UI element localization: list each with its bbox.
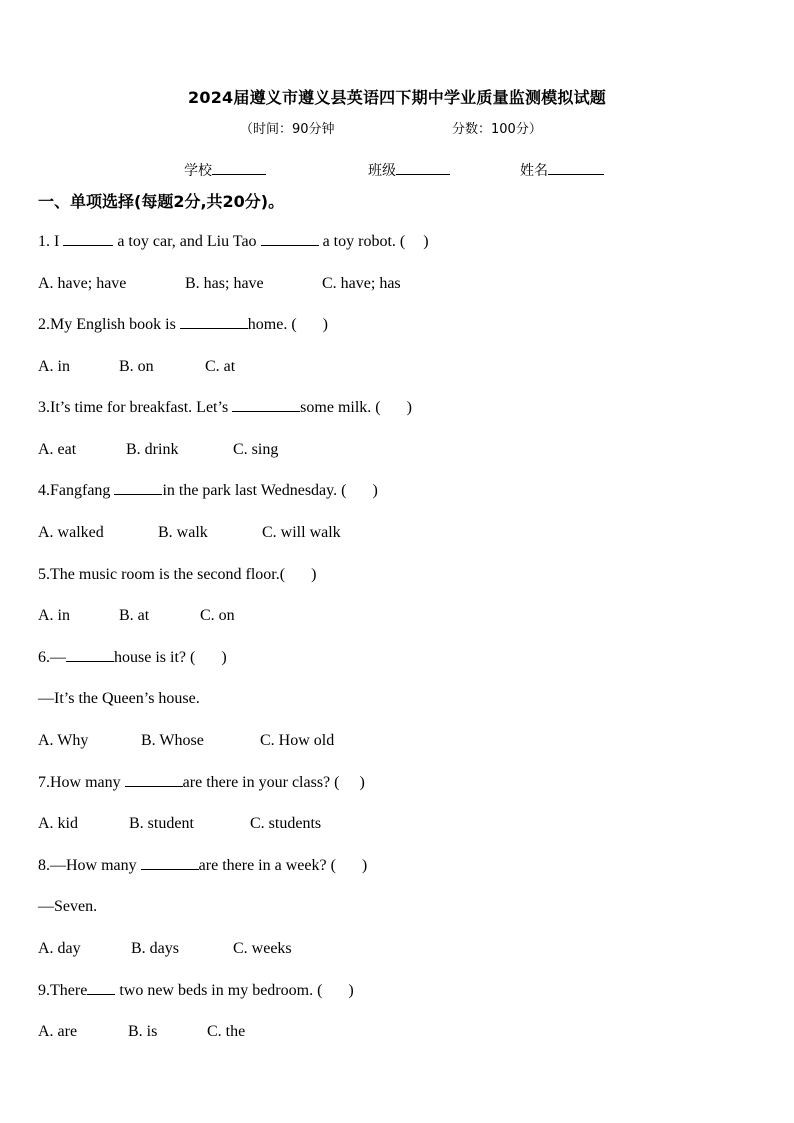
option-a[interactable]: A. in [38,358,70,375]
question-6-answer: —It’s the Queen’s house. [38,690,200,707]
question-2: 2.My English book is home. ( ) [38,316,328,333]
option-b[interactable]: B. has; have [185,275,264,292]
name-field[interactable] [520,160,604,180]
answer-blank[interactable] [261,244,319,246]
exam-time: （时间：90分钟 [240,122,335,137]
name-blank[interactable] [548,173,604,175]
option-c[interactable]: C. have; has [322,275,401,292]
school-blank[interactable] [212,173,266,175]
answer-blank[interactable] [180,327,248,329]
answer-blank[interactable] [125,785,183,787]
section-heading: 一、单项选择(每题2分,共20分)。 [38,192,285,211]
exam-score: 分数：100分） [452,122,542,137]
answer-blank[interactable] [66,660,114,662]
option-a[interactable]: A. eat [38,441,77,458]
option-b[interactable]: B. days [131,940,179,957]
option-c[interactable]: C. at [205,358,236,375]
name-label: 姓名 [520,163,548,179]
option-c[interactable]: C. on [200,607,235,624]
school-field[interactable] [184,160,266,180]
answer-blank[interactable] [232,410,300,412]
option-a[interactable]: A. walked [38,524,104,541]
option-c[interactable]: C. weeks [233,940,292,957]
option-c[interactable]: C. students [250,815,322,832]
question-9: 9.There two new beds in my bedroom. ( ) [38,982,354,999]
class-blank[interactable] [396,173,450,175]
question-6: 6.— house is it? ( ) [38,649,227,666]
option-b[interactable]: B. student [129,815,194,832]
question-8: 8.—How many are there in a week? ( ) [38,857,368,874]
option-c[interactable]: C. will walk [262,524,341,541]
option-a[interactable]: A. in [38,607,70,624]
question-5: 5.The music room is the second floor.( ) [38,566,317,583]
answer-blank[interactable] [114,493,162,495]
question-3: 3.It’s time for breakfast. Let’s some milk. ( ) [38,399,412,416]
answer-blank[interactable] [141,868,199,870]
question-1: 1. I a toy car, and Liu Tao a toy robot. ( ) [38,233,429,250]
page-title: 2024届遵义市遵义县英语四下期中学业质量监测模拟试题 [188,88,606,107]
school-label: 学校 [184,163,212,179]
question-4: 4.Fangfang in the park last Wednesday. ( ) [38,482,378,499]
option-a[interactable]: A. day [38,940,81,957]
option-a[interactable]: A. are [38,1023,78,1040]
question-8-answer: —Seven. [38,898,98,915]
option-a[interactable]: A. have; have [38,275,127,292]
option-b[interactable]: B. drink [126,441,179,458]
answer-blank[interactable] [63,244,113,246]
class-field[interactable] [368,160,450,180]
answer-blank[interactable] [87,993,115,995]
option-a[interactable]: A. kid [38,815,78,832]
option-a[interactable]: A. Why [38,732,89,749]
class-label: 班级 [368,163,396,179]
option-b[interactable]: B. is [128,1023,158,1040]
option-c[interactable]: C. sing [233,441,279,458]
option-b[interactable]: B. walk [158,524,208,541]
option-b[interactable]: B. Whose [141,732,204,749]
option-c[interactable]: C. How old [260,732,335,749]
option-b[interactable]: B. on [119,358,154,375]
option-b[interactable]: B. at [119,607,150,624]
question-7: 7.How many are there in your class? ( ) [38,774,365,791]
option-c[interactable]: C. the [207,1023,246,1040]
